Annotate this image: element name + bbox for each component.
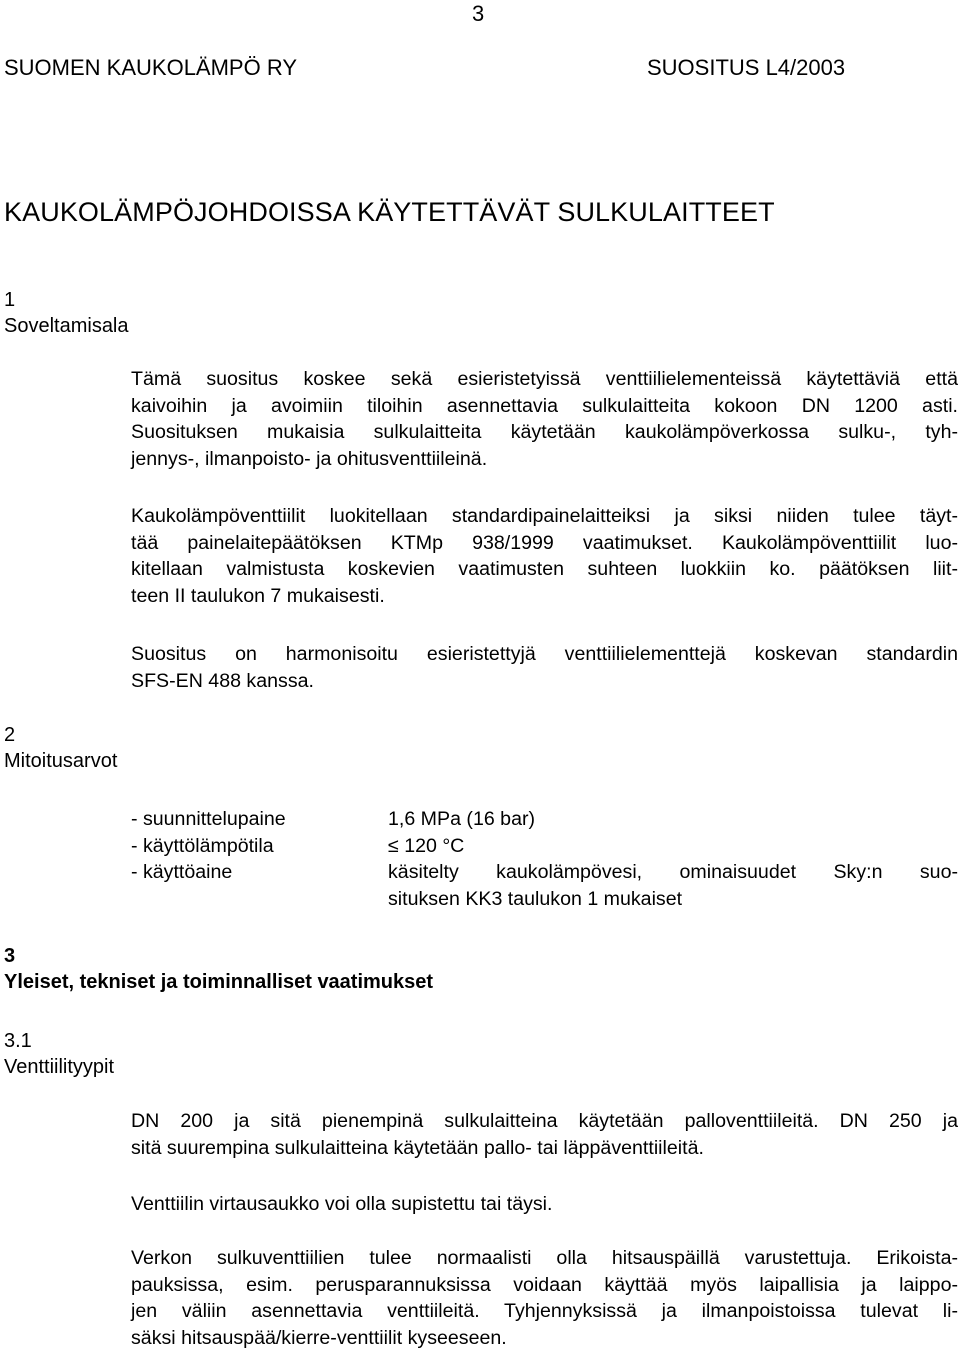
page-number: 3 bbox=[472, 1, 485, 26]
section-2-title: Mitoitusarvot bbox=[4, 750, 118, 772]
parameter-value bbox=[388, 806, 958, 833]
section-3-1-paragraph-2 bbox=[131, 1191, 958, 1218]
text-line: kitellaan valmistusta koskevien vaatimusten suhteen luokkiin ko. päätöksen liit- bbox=[131, 558, 958, 580]
section-3-1-paragraph-3 bbox=[131, 1245, 958, 1351]
text-line: Kaukolämpöventtiilit luokitellaan standardipainelaitteiksi ja siksi niiden tulee täyt- bbox=[131, 505, 958, 527]
design-values-list bbox=[131, 806, 958, 912]
text-line: säksi hitsauspää/kierre-venttiilit kyseeseen. bbox=[131, 1326, 507, 1349]
text-line: käsitelty kaukolämpövesi, ominaisuudet Sky:n suo- bbox=[388, 861, 958, 883]
recommendation-code: SUOSITUS L4/2003 bbox=[647, 55, 846, 80]
text-line: Tämä suositus koskee sekä esieristetyissä venttiilielementeissä käytettäviä että bbox=[131, 368, 958, 390]
text-line: Venttiilin virtausaukko voi olla supistettu tai täysi. bbox=[131, 1193, 553, 1215]
text-line: jen väliin asennettavia venttiileitä. Tyhjennyksissä ja ilmanpoistoissa tulevat li- bbox=[131, 1300, 958, 1322]
section-3-title: Yleiset, tekniset ja toiminnalliset vaatimukset bbox=[4, 971, 434, 993]
section-1-heading bbox=[4, 287, 129, 339]
section-3-1-number: 3.1 bbox=[4, 1030, 32, 1052]
text-line: Verkon sulkuventtiilien tulee normaalisti olla hitsauspäillä varustettuja. Erikoista- bbox=[131, 1247, 958, 1269]
list-item bbox=[131, 859, 958, 912]
text-line: teen II taulukon 7 mukaisesti. bbox=[131, 584, 385, 607]
text-line: jennys-, ilmanpoisto- ja ohitusventtiileinä. bbox=[131, 447, 488, 470]
document-title: KAUKOLÄMPÖJOHDOISSA KÄYTETTÄVÄT SULKULAITTEET bbox=[4, 197, 775, 227]
section-1-paragraph-1 bbox=[131, 366, 958, 472]
list-item bbox=[131, 806, 958, 833]
section-3-heading bbox=[4, 943, 433, 995]
section-1-paragraph-2 bbox=[131, 503, 958, 609]
text-line: ≤ 120 °C bbox=[388, 834, 465, 857]
section-1-paragraph-3 bbox=[131, 641, 958, 694]
section-1-title: Soveltamisala bbox=[4, 315, 129, 337]
text-line: pauksissa, esim. perusparannuksissa voidaan käyttää myös laipallisia ja laippo- bbox=[131, 1273, 958, 1296]
text-line: SFS-EN 488 kanssa. bbox=[131, 669, 314, 692]
text-line: tää painelaitepäätöksen KTMp 938/1999 vaatimukset. Kaukolämpöventtiilit luo- bbox=[131, 531, 958, 554]
section-3-1-paragraph-1 bbox=[131, 1108, 958, 1161]
section-3-number: 3 bbox=[4, 945, 16, 967]
parameter-name: - käyttölämpötila bbox=[131, 834, 274, 857]
text-line: situksen KK3 taulukon 1 mukaiset bbox=[388, 887, 683, 910]
section-3-1-title: Venttiilityypit bbox=[4, 1056, 115, 1078]
section-3-1-heading bbox=[4, 1028, 114, 1080]
parameter-value bbox=[388, 859, 958, 912]
text-line: sitä suurempina sulkulaitteina käytetään pallo- tai läppäventtiileitä. bbox=[131, 1136, 704, 1159]
section-2-number: 2 bbox=[4, 724, 16, 746]
section-1-number: 1 bbox=[4, 289, 16, 311]
parameter-name: - suunnittelupaine bbox=[131, 808, 286, 830]
organization-name: SUOMEN KAUKOLÄMPÖ RY bbox=[4, 55, 297, 80]
parameter-value bbox=[388, 833, 958, 860]
section-2-heading bbox=[4, 722, 117, 774]
text-line: DN 200 ja sitä pienempinä sulkulaitteina käytetään palloventtiileitä. DN 250 ja bbox=[131, 1110, 958, 1132]
list-item bbox=[131, 833, 958, 860]
text-line: Suositus on harmonisoitu esieristettyjä venttiilielementtejä koskevan standardin bbox=[131, 643, 958, 665]
parameter-name: - käyttöaine bbox=[131, 861, 233, 883]
text-line: kaivoihin ja avoimiin tiloihin asennettavia sulkulaitteita kokoon DN 1200 asti. bbox=[131, 394, 958, 417]
text-line: 1,6 MPa (16 bar) bbox=[388, 808, 536, 830]
text-line: Suosituksen mukaisia sulkulaitteita käytetään kaukolämpöverkossa sulku-, tyh- bbox=[131, 421, 958, 443]
